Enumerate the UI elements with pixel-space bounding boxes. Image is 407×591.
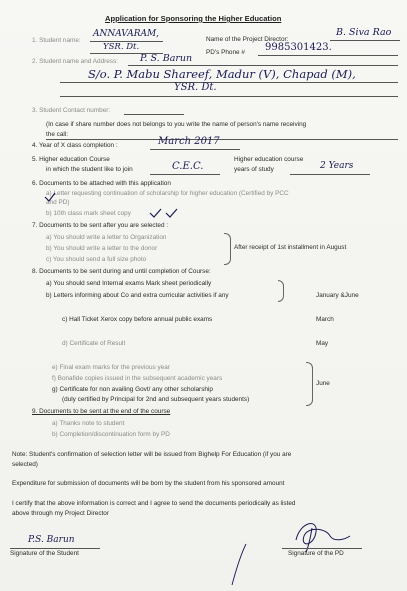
section-8-item-7b: (duly certified by Principal for 2nd and subsequent years students) — [62, 396, 250, 403]
section-8-item-4: d) Certificate of Result — [62, 340, 126, 347]
pd-phone-label: PD's Phone # — [206, 49, 245, 56]
section-9-item-2: b) Completion/discontinuation form by PD — [52, 431, 170, 438]
xclass-label: 4. Year of X class completion : — [32, 142, 118, 149]
note-text: Note: Student's confirmation of selection letter will be issued from Bighelp For Education (if you are — [12, 451, 292, 458]
contact-note-call: the call: — [46, 131, 69, 138]
course-label-2: in which the student like to join — [46, 166, 133, 173]
section-8-item-6: f) Bonafide copies issued in the subsequent academic years — [52, 375, 223, 382]
section-7-item-1: a) You should write a letter to Organization — [46, 234, 167, 241]
section-7-item-2: b) You should write a letter to the donor — [46, 245, 158, 252]
section-8-bracket-note: June — [316, 380, 330, 387]
pd-signature-label: Signature of the PD — [288, 550, 344, 557]
section-8-item-7: g) Certificate for non availing Govt/ any other scholarship — [52, 386, 213, 393]
section-6-item-1b: and PD) — [46, 199, 70, 206]
address-line3: YSR. Dt. — [174, 82, 217, 93]
section-7-item-3: c) You should send a full size photo — [46, 256, 147, 263]
director-label: Name of the Project Director: — [206, 36, 289, 43]
certify-text: I certify that the above information is correct and I agree to send the documents periodically as listed — [12, 500, 296, 507]
section-6-item-2: b) 10th class mark sheet copy — [46, 210, 131, 217]
form-title: Application for Sponsoring the Higher Education — [105, 14, 282, 23]
director-value: B. Siva Rao — [336, 27, 392, 38]
section-8-item-4-when: May — [316, 340, 329, 347]
course-years-label: Higher education course — [234, 156, 304, 163]
course-value: C.E.C. — [172, 161, 204, 172]
section-6-item-1: a) Letter requesting continuation of scholarship for higher education (Certified by PCC — [46, 190, 289, 197]
name-value-line2: YSR. Dt. — [103, 42, 140, 52]
xclass-value: March 2017 — [158, 136, 220, 147]
section-8-item-2: b) Letters informing about Co and extra curricular activities if any — [46, 292, 229, 299]
section-9-item-1: a) Thanks note to student — [52, 420, 125, 427]
note-text-2: selected) — [12, 461, 38, 468]
student-signature-name: P.S. Barun — [28, 535, 75, 545]
name-value-line1: ANNAVARAM, — [93, 29, 160, 39]
pd-phone-value: 9985301423. — [265, 42, 332, 53]
section-8-item-1: a) You should send Internal exams Mark sheet periodically — [46, 280, 212, 287]
name-label: 1. Student name: — [32, 37, 81, 44]
section-7-title: 7. Documents to be sent after you are selected : — [32, 222, 169, 229]
address-line2: S/o. P. Mabu Shareef, Madur (V), Chapad (M), — [88, 67, 356, 81]
certify-text-2: above through my Project Director — [12, 510, 109, 517]
course-label: 5. Higher education Course — [32, 156, 110, 163]
course-years-value: 2 Years — [320, 161, 354, 171]
student-signature-label: Signature of the Student — [10, 550, 79, 557]
section-6-title: 6. Documents to be attached with this application — [32, 180, 171, 187]
section-8-item-2-when: January &June — [316, 292, 359, 299]
section-7-bracket-note: After receipt of 1st installment in August — [234, 244, 347, 251]
section-8-item-5: e) Final exam marks for the previous year — [52, 364, 170, 371]
expenditure-text: Expenditure for submission of documents will be born by the student from his sponsored amount — [12, 480, 285, 487]
contact-note: (In case if share number does not belongs to you write the name of person's name receiving — [46, 121, 307, 128]
section-9-title: 9. Documents to be sent at the end of the course — [32, 408, 171, 415]
section-8-title: 8. Documents to be sent during and until completion of Course: — [32, 268, 211, 275]
section-8-item-3-when: March — [316, 316, 334, 323]
address-line1: P. S. Barun — [140, 53, 193, 64]
contact-label: 3. Student Contact number: — [32, 107, 111, 114]
address-label: 2. Student name and Address: — [32, 58, 118, 65]
section-8-item-3: c) Hall Ticket Xerox copy before annual public exams — [62, 316, 213, 323]
course-years-label-2: years of study — [234, 166, 274, 173]
